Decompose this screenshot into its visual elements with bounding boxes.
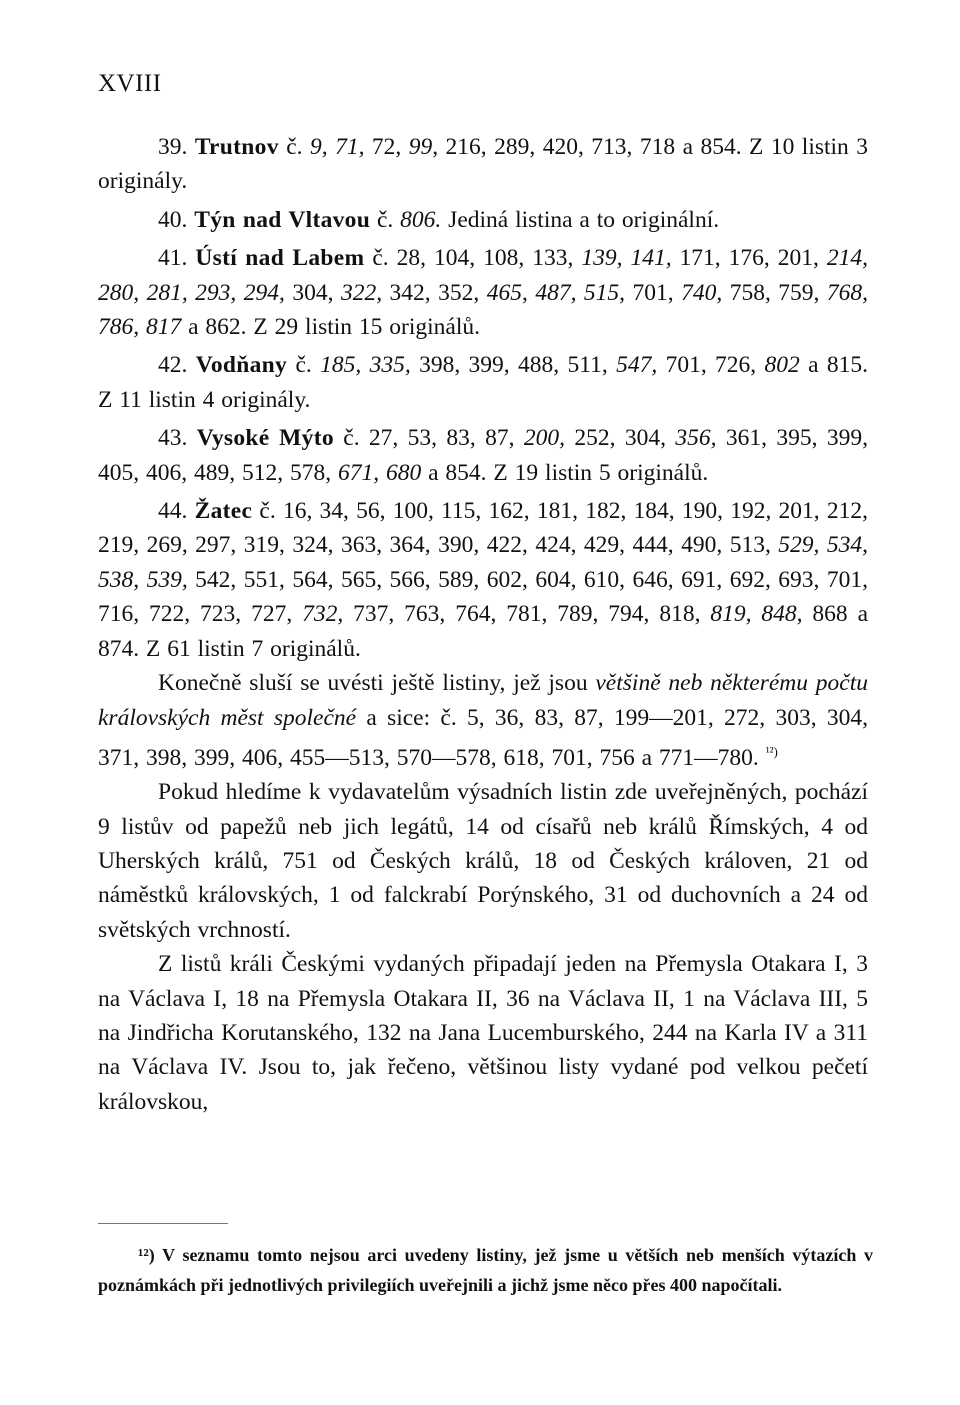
text-run: Z listů králi Českými vydaných připadají jeden na Přemysla Otakara I, 3 na Václava I, 18 na Přemysla Otakara II, 36 na Václava II, 1 na Václava III, 5 na Jindřicha Korutanského, 132 na Jana Lucemburského, 244 na Karla IV a 311 na Václava IV. Jsou to, jak řečeno, většinou listy vydané pod velkou pečetí královskou, xyxy=(98,951,868,1115)
text-run: Pokud hledíme k vydavatelům výsadních listin zde uveřejněných, pochází 9 listův od papežů neb jich legátů, 14 od císařů neb králů Římských, 4 od Uherských králů, 751 od Českých králů, 18 od Českých královen, 21 od náměstků královských, 1 od falckrabí Porýnského, 31 od duchovních a 24 od světských vrchností. xyxy=(98,779,868,943)
italic-text-run: 740, xyxy=(681,279,723,306)
footnote-paragraph xyxy=(98,1240,873,1300)
italic-text-run: 185, 335, xyxy=(320,352,411,379)
italic-text-run: 802 xyxy=(764,352,800,379)
town-entry xyxy=(98,421,868,490)
text-run: č. xyxy=(278,134,310,160)
italic-text-run: 9, 71, xyxy=(309,134,365,160)
body-paragraph xyxy=(98,947,868,1119)
body-paragraph xyxy=(98,775,868,947)
italic-text-run: 806. xyxy=(400,206,442,233)
italic-text-run: 732, xyxy=(302,601,344,628)
entry-number: 44. xyxy=(158,498,188,525)
text-run: č. 28, 104, 108, 133, xyxy=(364,245,582,272)
text-run: 398, 399, 488, 511, xyxy=(410,352,617,379)
text-run: 758, 759, xyxy=(722,279,827,306)
entry-number: 43. xyxy=(158,425,188,452)
text-run: č. xyxy=(370,206,401,233)
town-entry xyxy=(98,203,868,237)
page-body xyxy=(98,126,868,1119)
body-paragraph xyxy=(98,666,868,775)
text-run: 542, 551, 564, 565, 566, 589, 602, 604, 610, 646, 691, 692, 693, 701, 716, 722, 723, 727, xyxy=(98,566,869,628)
text-run: 252, 304, xyxy=(565,425,676,452)
text-run: 72, xyxy=(364,134,409,160)
town-name: Žatec xyxy=(194,498,253,525)
town-entries-list xyxy=(98,130,868,666)
town-entry xyxy=(98,130,868,199)
text-run: Konečně sluší se uvésti ještě listiny, jež jsou xyxy=(158,670,596,697)
text-run: 737, 763, 764, 781, 789, 794, 818, xyxy=(343,601,711,628)
text-run: 304, xyxy=(284,279,341,306)
footnote xyxy=(98,1240,873,1300)
entry-number: 40. xyxy=(158,206,188,233)
italic-text-run: 99, xyxy=(408,134,439,160)
text-run: č. xyxy=(287,352,321,379)
town-name: Vysoké Mýto xyxy=(196,425,334,452)
italic-text-run: 139, 141, xyxy=(581,245,672,272)
entry-number: 42. xyxy=(158,352,188,379)
text-run: 342, 352, xyxy=(382,279,487,306)
body-paragraphs xyxy=(98,666,868,1119)
text-run: 171, 176, 201, xyxy=(671,245,827,272)
italic-text-run: 200, xyxy=(523,425,566,452)
text-run: 701, 726, xyxy=(657,352,765,379)
italic-text-run: 819, 848, xyxy=(710,601,803,628)
text-run: 361, 395, 399, 405, 406, 489, 512, 578, xyxy=(98,425,869,486)
italic-text-run: 768, 786, 817 xyxy=(98,279,869,341)
town-entry xyxy=(98,348,868,417)
footnote-divider xyxy=(98,1223,228,1224)
text-run: 868 a 874. Z 61 listin 7 originálů. xyxy=(98,601,869,662)
italic-text-run: 214, 280, 281, 293, 294, xyxy=(98,245,869,306)
page-number: XVIII xyxy=(98,70,162,97)
town-name: Ústí nad Labem xyxy=(195,245,365,272)
entry-number: 39. xyxy=(158,134,188,160)
italic-text-run: 356, xyxy=(675,425,717,452)
town-entry xyxy=(98,241,868,344)
text-run: č. 27, 53, 83, 87, xyxy=(333,425,524,452)
italic-text-run: většině neb některému počtu královských měst společné xyxy=(98,670,868,731)
text-run: Jediná listina a to originální. xyxy=(441,206,720,233)
town-entry xyxy=(98,494,868,666)
italic-text-run: 465, 487, 515, xyxy=(486,279,626,306)
town-name: Trutnov xyxy=(194,134,279,160)
town-name: Vodňany xyxy=(195,352,288,379)
text-run: a sice: č. 5, 36, 83, 87, 199—201, 272, 303, 304, 371, 398, 399, 406, 455—513, 570—578, 618, 701, 756 a 771—780. xyxy=(98,704,868,771)
italic-text-run: 671, 680 xyxy=(338,459,422,486)
footnote-text: V seznamu tomto nejsou arci uvedeny listiny, jež jsme u větších neb menších výtazích v poznámkách při jednotlivých privilegiích uveřejnili a jichž jsme něco přes 400 napočítali. xyxy=(98,1245,873,1295)
town-name: Týn nad Vltavou xyxy=(194,206,371,233)
italic-text-run: 529, 534, 538, 539, xyxy=(98,532,869,593)
text-run: a 815. Z 11 listin 4 originály. xyxy=(98,352,869,413)
text-run: a 862. Z 29 listin 15 originálů. xyxy=(181,314,481,341)
footnote-mark: ¹²) xyxy=(138,1245,155,1265)
text-run: 216, 289, 420, 713, 718 a 854. Z 10 listin 3 originály. xyxy=(98,134,868,195)
italic-text-run: 547, xyxy=(616,352,658,379)
text-run: č. 16, 34, 56, 100, 115, 162, 181, 182, 184, 190, 192, 201, 212, 219, 269, 297, 319, 324, 363, 364, 390, 422, 424, 429, 444, 490, 513, xyxy=(98,498,869,559)
text-run: 701, xyxy=(625,279,682,306)
footnote-reference: ¹²) xyxy=(765,743,778,759)
italic-text-run: 322, xyxy=(340,279,383,306)
entry-number: 41. xyxy=(158,245,188,272)
text-run: a 854. Z 19 listin 5 originálů. xyxy=(421,459,709,486)
